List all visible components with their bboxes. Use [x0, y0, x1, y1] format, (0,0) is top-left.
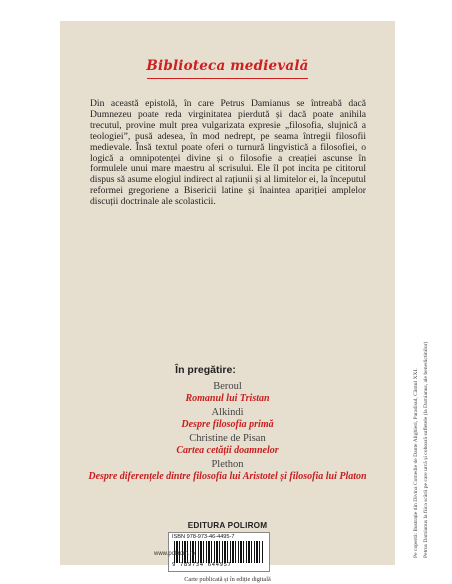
book-title: Despre diferențele dintre filosofia lui Aristotel și filosofia lui Platon — [88, 471, 367, 482]
website-label: www.polirom.ro — [154, 551, 196, 557]
upcoming-book — [60, 433, 395, 456]
barcode-number: 9 789734 644957 — [172, 562, 232, 568]
book-author: Christine de Pisan — [189, 433, 266, 444]
blurb-text: Din această epistolă, în care Petrus Damianus se întreabă dacă Dumnezeu poate reda virginitatea pierdută și dacă poate anihila trecutul, provine mult prea vulgarizata expresie „filosofia, slujnică a teologiei”, pusă adesea, în mod nedrept, pe seama întregii filosofii medievale. Însă textul poate oferi o turnură lingvistică a filosofiei, o logică a omnipotenței divine și o filosofie a creației ascunse în formulele unui mare maestru al scrisului. Ele îl pot incita pe cititorul dispus să asume elogiul indirect al rațiunii și al limitelor ei, la începutul reformei gregoriene a Bisericii latine și înaintea apariției amplelor discuții doctrinale ale scolasticii. — [90, 98, 366, 208]
book-author: Beroul — [213, 381, 242, 392]
upcoming-book — [60, 381, 395, 404]
book-author: Plethon — [211, 459, 244, 470]
book-title: Romanul lui Tristan — [185, 393, 270, 404]
publisher-name: EDITURA POLIROM — [187, 521, 268, 530]
book-title: Cartea cetății doamnelor — [176, 445, 279, 456]
book-author: Alkindi — [211, 407, 244, 418]
cover-credit-line: Petrus Damianus la fiica scării pe care urcă și coboară sufletele (la Damianus, ale benedictinilor) — [422, 341, 429, 558]
book-title: Despre filosofia primă — [181, 419, 274, 430]
cover-credit-line: Pe copertă: Ilustrație din Divina Comedie de Dante Alighieri, Paradisul, Cântul XXI. — [413, 368, 419, 558]
upcoming-heading: În pregătire: — [175, 364, 236, 376]
upcoming-section — [60, 364, 395, 485]
book-back-cover — [60, 21, 395, 583]
upcoming-book — [60, 407, 395, 430]
series-underline — [147, 78, 308, 79]
digital-edition-note: Carte publicată și în ediție digitală — [184, 576, 271, 583]
series-title: Biblioteca medievală — [146, 58, 309, 74]
cover-credit-vertical — [412, 158, 431, 558]
isbn-label: ISBN 978-973-46-4495-7 — [172, 534, 235, 540]
upcoming-book — [60, 459, 395, 482]
